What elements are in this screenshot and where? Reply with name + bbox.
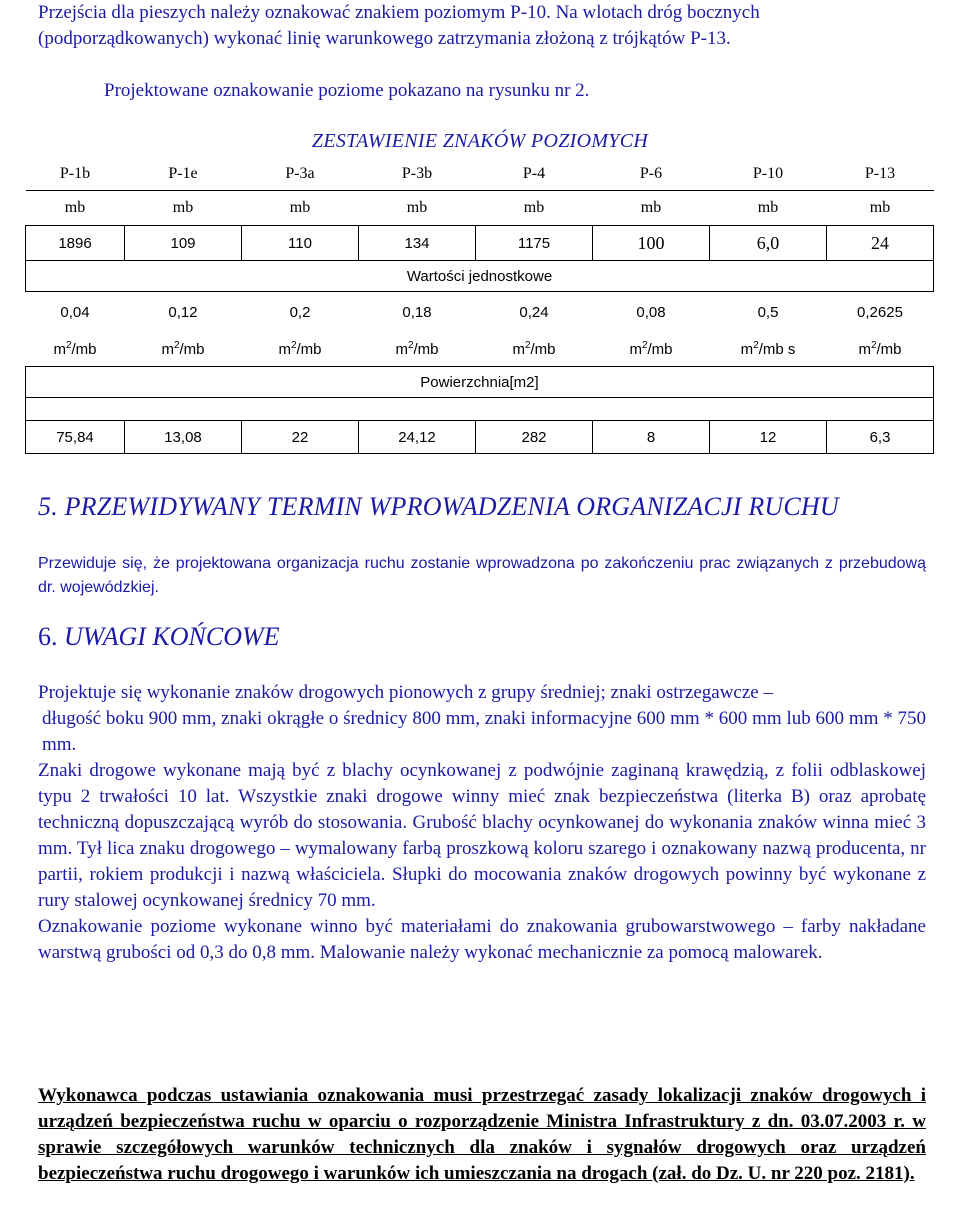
quantity-row (26, 226, 934, 261)
section-6-paragraph-1a: Projektuje się wykonanie znaków drogowych pionowych z grupy średniej; znaki ostrzegawcze – (38, 682, 773, 703)
section-6-title: UWAGI KOŃCOWE (64, 622, 280, 651)
unit-cell: mb (172, 199, 194, 216)
area-caption-row (26, 367, 934, 398)
area-unit-cell: $m^2/mb$ (512, 339, 556, 358)
area-caption: Powierzchnia[m2] (26, 367, 934, 398)
area-unit-cell: $m^2/mb$ (278, 339, 322, 358)
area-unit-row (26, 332, 934, 367)
section-6-paragraph-2: Znaki drogowe wykonane mają być z blachy ocynkowanej z podwójnie zaginaną krawędzią, z folii odblaskowej typu 2 trwałości 10 lat. Wszystkie znaki drogowe winny mieć znak bezpieczeństwa (literka B) oraz aprobatę techniczną dopuszczającą wyrób do stosowania. Grubość blachy ocynkowanej do wykonania znaków winna mieć 3 mm. Tył lica znaku drogowego – wymalowany farbą proszkową koloru szarego i oznakowany nazwą producenta, nr partii, rokiem produkcji i nazwą właściciela. Słupki do mocowania znaków drogowych powinny być wykonane z rury stalowej ocynkowanej średnicy 70 mm. (38, 760, 926, 911)
unit-cell: mb (757, 199, 779, 216)
unit-cell: mb (406, 199, 428, 216)
section-6-heading (38, 622, 280, 652)
quantity-cell: 1896 (26, 226, 125, 261)
unit-cell: mb (640, 199, 662, 216)
contractor-note: Wykonawca podczas ustawiania oznakowania musi przestrzegać zasady lokalizacji znaków drogowych i urządzeń bezpieczeństwa ruchu w oparciu o rozporządzenie Ministra Infrastruktury z dn. 03.07.2003 r. w sprawie szczegółowych warunków technicznych dla znaków i sygnałów drogowych oraz urządzeń bezpieczeństwa ruchu drogowego i warunków ich umieszczania na drogach (zał. do Dz. U. nr 220 poz. 2181). (38, 1085, 926, 1184)
quantity-cell: 6,0 (710, 226, 827, 261)
area-cell: 13,08 (125, 421, 242, 454)
area-unit-cell: $m^2/mb$ s (740, 339, 796, 358)
area-cell: 12 (710, 421, 827, 454)
unit-cell: mb (869, 199, 891, 216)
spacer-row (26, 398, 934, 421)
header-cell: P-1b (26, 158, 125, 191)
quantity-cell: 24 (827, 226, 934, 261)
area-cell: 282 (476, 421, 593, 454)
area-cell: 6,3 (827, 421, 934, 454)
unit-value-cell: 0,2 (289, 303, 311, 321)
unit-row (26, 191, 934, 226)
intro-paragraph: Przejścia dla pieszych należy oznakować znakiem poziomym P-10. Na wlotach dróg bocznych (podporządkowanych) wykonać linię warunkowego zatrzymania złożoną z trójkątów P-13. (38, 2, 760, 49)
section-6-paragraph-3: Oznakowanie poziome wykonane winno być materiałami do znakowania grubowarstwowego – farby nakładane warstwą grubości od 0,3 do 0,8 mm. Malowanie należy wykonać mechanicznie za pomocą malowarek. (38, 916, 926, 963)
area-unit-cell: $m^2/mb$ (161, 339, 205, 358)
unit-values-row (26, 292, 934, 333)
header-cell: P-4 (476, 158, 593, 191)
header-cell: P-13 (827, 158, 934, 191)
area-unit-cell: $m^2/mb$ (395, 339, 439, 358)
section-6-paragraph-1b: długość boku 900 mm, znaki okrągłe o średnicy 800 mm, znaki informacyjne 600 mm * 600 mm lub 600 mm * 750 mm. (42, 708, 926, 755)
spacer-cell (827, 398, 934, 421)
spacer-cell (125, 398, 242, 421)
unit-values-caption: Wartości jednostkowe (26, 261, 934, 292)
unit-values-caption-row (26, 261, 934, 292)
quantity-cell: 110 (242, 226, 359, 261)
area-unit-cell: $m^2/mb$ (858, 339, 902, 358)
area-cell: 22 (242, 421, 359, 454)
quantity-cell: 1175 (476, 226, 593, 261)
unit-value-cell: 0,5 (757, 303, 779, 321)
markings-table (25, 158, 934, 454)
quantity-cell: 100 (593, 226, 710, 261)
area-unit-cell: $m^2/mb$ (629, 339, 673, 358)
area-cell: 8 (593, 421, 710, 454)
unit-value-cell: 0,04 (60, 303, 90, 321)
spacer-cell (710, 398, 827, 421)
unit-value-cell: 0,2625 (857, 303, 903, 321)
area-cell: 75,84 (26, 421, 125, 454)
intro-reference: Projektowane oznakowanie poziome pokazano na rysunku nr 2. (104, 80, 590, 101)
section-5-text: Przewiduje się, że projektowana organizacja ruchu zostanie wprowadzona po zakończeniu prac związanych z przebudową dr. wojewódzkiej. (38, 555, 926, 596)
spacer-cell (242, 398, 359, 421)
header-cell: P-6 (593, 158, 710, 191)
section-6-number: 6. (38, 622, 58, 651)
unit-value-cell: 0,18 (402, 303, 432, 321)
quantity-cell: 109 (125, 226, 242, 261)
section-6-body (38, 680, 926, 966)
unit-cell: mb (64, 199, 86, 216)
section-5-heading: 5. PRZEWIDYWANY TERMIN WPROWADZENIA ORGANIZACJI RUCHU (38, 492, 839, 521)
spacer-cell (593, 398, 710, 421)
spacer-cell (359, 398, 476, 421)
header-cell: P-3b (359, 158, 476, 191)
header-cell: P-3a (242, 158, 359, 191)
header-row (26, 158, 934, 191)
area-cell: 24,12 (359, 421, 476, 454)
spacer-cell (26, 398, 125, 421)
spacer-cell (476, 398, 593, 421)
quantity-cell: 134 (359, 226, 476, 261)
unit-cell: mb (523, 199, 545, 216)
unit-cell: mb (289, 199, 311, 216)
header-cell: P-1e (125, 158, 242, 191)
area-row (26, 421, 934, 454)
header-cell: P-10 (710, 158, 827, 191)
unit-value-cell: 0,24 (519, 303, 549, 321)
unit-value-cell: 0,12 (168, 303, 198, 321)
table-title: ZESTAWIENIE ZNAKÓW POZIOMYCH (311, 130, 649, 152)
area-unit-cell: $m^2/mb$ (53, 339, 97, 358)
unit-value-cell: 0,08 (636, 303, 666, 321)
